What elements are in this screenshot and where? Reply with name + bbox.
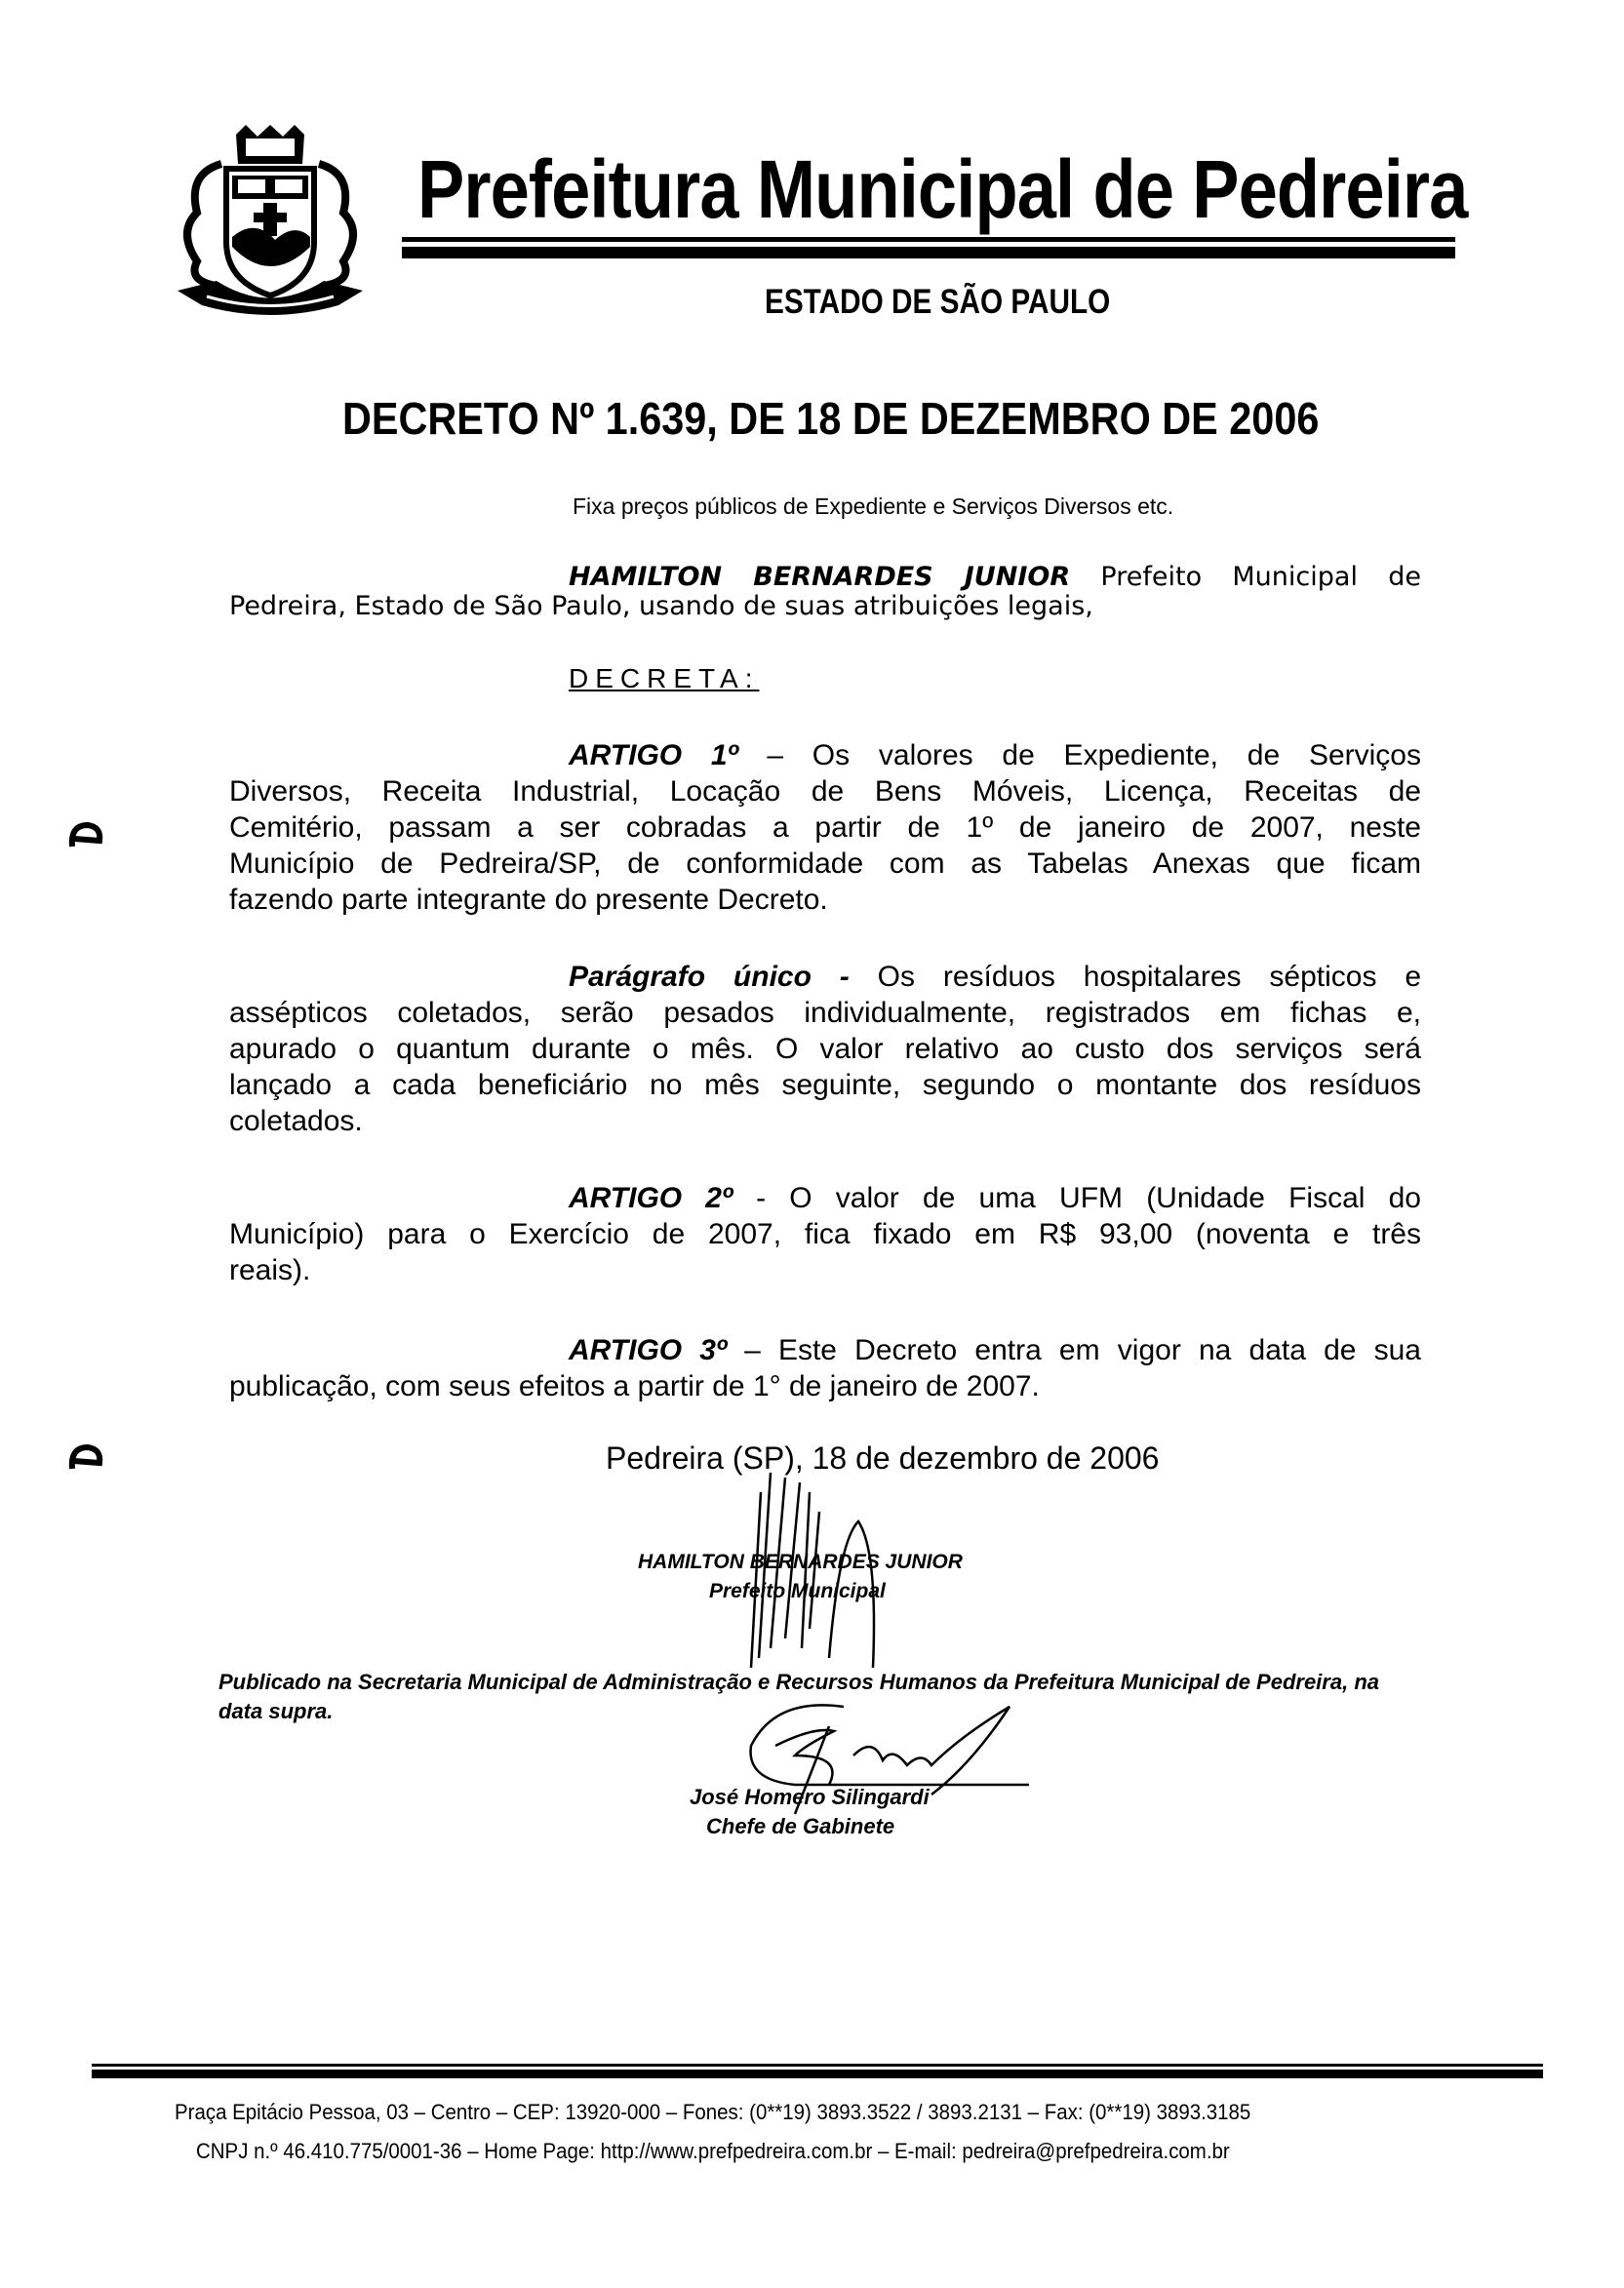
article-3: ARTIGO 3º – Este Decreto entra em vigor na data de sua publicação, com seus efeitos a partir de 1° de janeiro de 2007. (229, 1334, 1421, 1402)
footer-rule (92, 2064, 1543, 2078)
mayor-name: HAMILTON BERNARDES JUNIOR (569, 562, 1071, 592)
article-1: ARTIGO 1º – Os valores de Expediente, de Serviços Diversos, Receita Industrial, Locação de Bens Móveis, Licença, Receitas de Cemitério, passam a ser cobradas a partir de 1º de janeiro de 2007, neste Município de Pedreira/SP, de conformidade com as Tabelas Anexas que ficam fazendo parte integrante do presente Decreto. (229, 739, 1421, 916)
signatory-role: Prefeito Municipal (709, 1580, 886, 1602)
footer-address: Praça Epitácio Pessoa, 03 – Centro – CEP: 13920-000 – Fones: (0**19) 3893.3522 / 3893.2131 – Fax: (0**19) 3893.3185 (175, 2100, 1251, 2124)
publication-note: Publicado na Secretaria Municipal de Administração e Recursos Humanos da Prefeitura Municipal de Pedreira, na data supra. (218, 1670, 1379, 1723)
publisher-role: Chefe de Gabinete (706, 1814, 895, 1838)
decreta-heading: DECRETA: (569, 663, 760, 693)
binder-punch-mark-icon (66, 819, 105, 858)
place-and-date: Pedreira (SP), 18 de dezembro de 2006 (606, 1440, 1160, 1476)
footer-contact: CNPJ n.º 46.410.775/0001-36 – Home Page: http://www.prefpedreira.com.br – E-mail: pedreira@prefpedreira.com.br (196, 2139, 1230, 2163)
decree-summary: Fixa preços públicos de Expediente e Serviços Diversos etc. (573, 493, 1174, 519)
decree-title: DECRETO Nº 1.639, DE 18 DE DEZEMBRO DE 2006 (342, 393, 1320, 444)
state-name: ESTADO DE SÃO PAULO (765, 283, 1111, 321)
header-rule (402, 237, 1455, 258)
article-2: ARTIGO 2º - O valor de uma UFM (Unidade Fiscal do Município) para o Exercício de 2007, fica fixado em R$ 93,00 (noventa e três reais). (229, 1182, 1421, 1286)
signatory-name: HAMILTON BERNARDES JUNIOR (638, 1551, 963, 1573)
coat-of-arms-logo (168, 125, 373, 320)
binder-punch-mark-icon (66, 1441, 105, 1480)
municipality-title: Prefeitura Municipal de Pedreira (417, 143, 1468, 235)
sole-paragraph: Parágrafo único - Os resíduos hospitalares sépticos e assépticos coletados, serão pesados individualmente, registrados em fichas e, apurado o quantum durante o mês. O valor relativo ao custo dos serviços será lançado a cada beneficiário no mês seguinte, segundo o montante dos resíduos coletados. (229, 961, 1422, 1137)
mayor-signature (712, 1463, 1005, 1687)
publisher-name: José Homero Silingardi (690, 1785, 930, 1809)
intro-paragraph: HAMILTON BERNARDES JUNIOR Prefeito Municipal de Pedreira, Estado de São Paulo, usando de suas atribuições legais, (229, 562, 1422, 621)
